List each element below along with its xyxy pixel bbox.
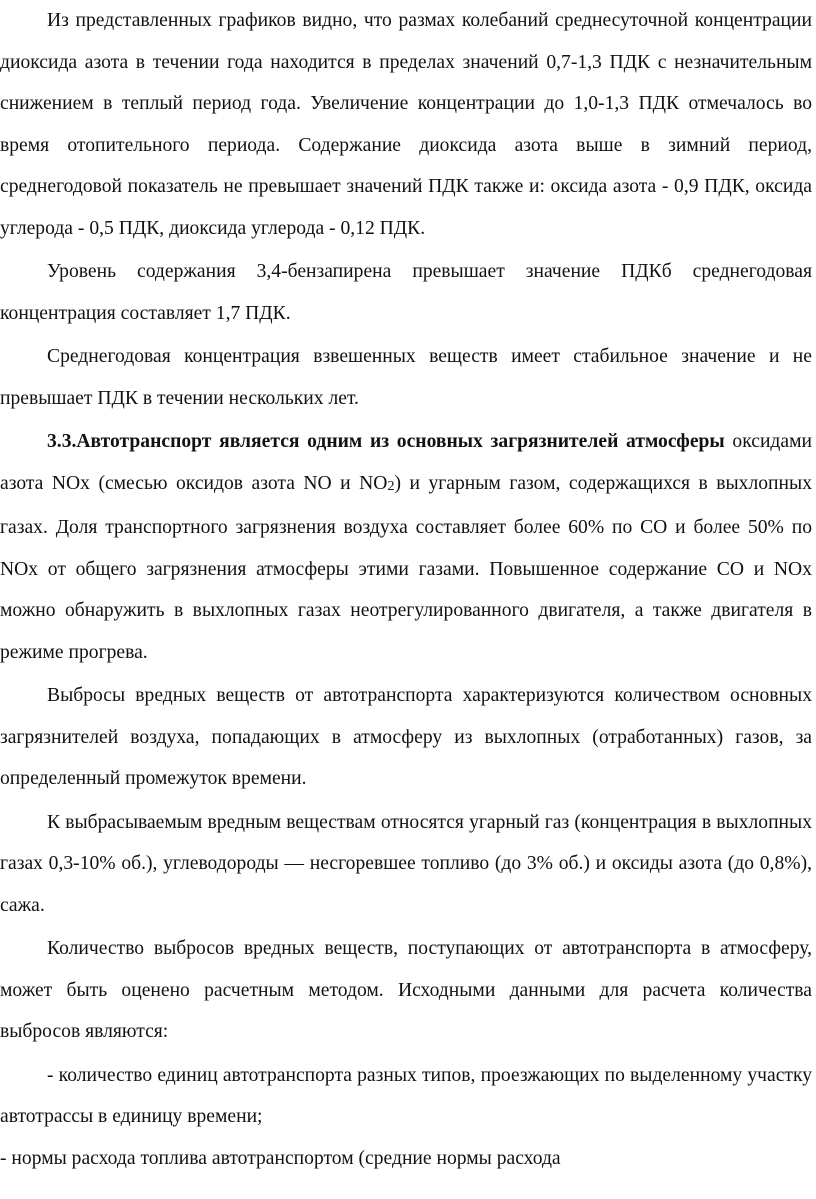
paragraph-calculation-method: Количество выбросов вредных веществ, поступающих от автотранспорта в атмосферу, может быть оценено расчетным методом. Исходными данными для расчета количества выбросов являются: bbox=[0, 938, 812, 1042]
section-heading-3-3: 3.3.Автотранспорт является одним из основных загрязнителей атмосферы bbox=[47, 431, 725, 452]
paragraph-harmful-substances: К выбрасываемым вредным веществам относятся угарный газ (концентрация в выхлопных газах 0,3-10% об.), углеводороды — несгоревшее топливо (до 3% об.) и оксиды азота (до 0,8%), сажа. bbox=[0, 811, 812, 916]
paragraph-benzapyrene: Уровень содержания 3,4-бензапирена превышает значение ПДКб среднегодовая концентрация составляет 1,7 ПДК. bbox=[0, 261, 812, 324]
list-item-fuel-norms: - нормы расхода топлива автотранспортом (средние нормы расхода bbox=[0, 1147, 561, 1169]
list-item-vehicle-count: - количество единиц автотранспорта разных типов, проезжающих по выделенному участку автотрассы в единицу времени; bbox=[0, 1064, 812, 1127]
paragraph-section-3-3 bbox=[0, 421, 812, 673]
subscript-2: 2 bbox=[387, 478, 395, 494]
paragraph-emissions: Выбросы вредных веществ от автотранспорта характеризуются количеством основных загрязнителей воздуха, попадающих в атмосферу из выхлопных (отработанных) газов, за определенный промежуток времени. bbox=[0, 685, 812, 789]
paragraph-no2-concentration: Из представленных графиков видно, что размах колебаний среднесуточной концентрации диоксида азота в течении года находится в пределах значений 0,7-1,3 ПДК с незначительным снижением в теплый период года. Увеличение концентрации до 1,0-1,3 ПДК отмечалось во время отопительного периода. Содержание диоксида азота выше в зимний период, среднегодовой показатель не превышает значений ПДК также и: оксида азота - 0,9 ПДК, оксида углерода - 0,5 ПДК, диоксида углерода - 0,12 ПДК. bbox=[0, 10, 812, 239]
paragraph-text: оксидами азота NOx (смесью оксидов азота NO и NO bbox=[0, 431, 812, 494]
paragraph-suspended-matter: Среднегодовая концентрация взвешенных веществ имеет стабильное значение и не превышает ПДК в течении нескольких лет. bbox=[0, 346, 812, 409]
paragraph-text: ) и угарным газом, содержащихся в выхлопных газах. Доля транспортного загрязнения воздуха составляет более 60% по CO и более 50% по NOx от общего загрязнения атмосферы этими газами. Повышенное содержание CO и NOx можно обнаружить в выхлопных газах неотрегулированного двигателя, а также двигателя в режиме прогрева. bbox=[0, 472, 812, 663]
